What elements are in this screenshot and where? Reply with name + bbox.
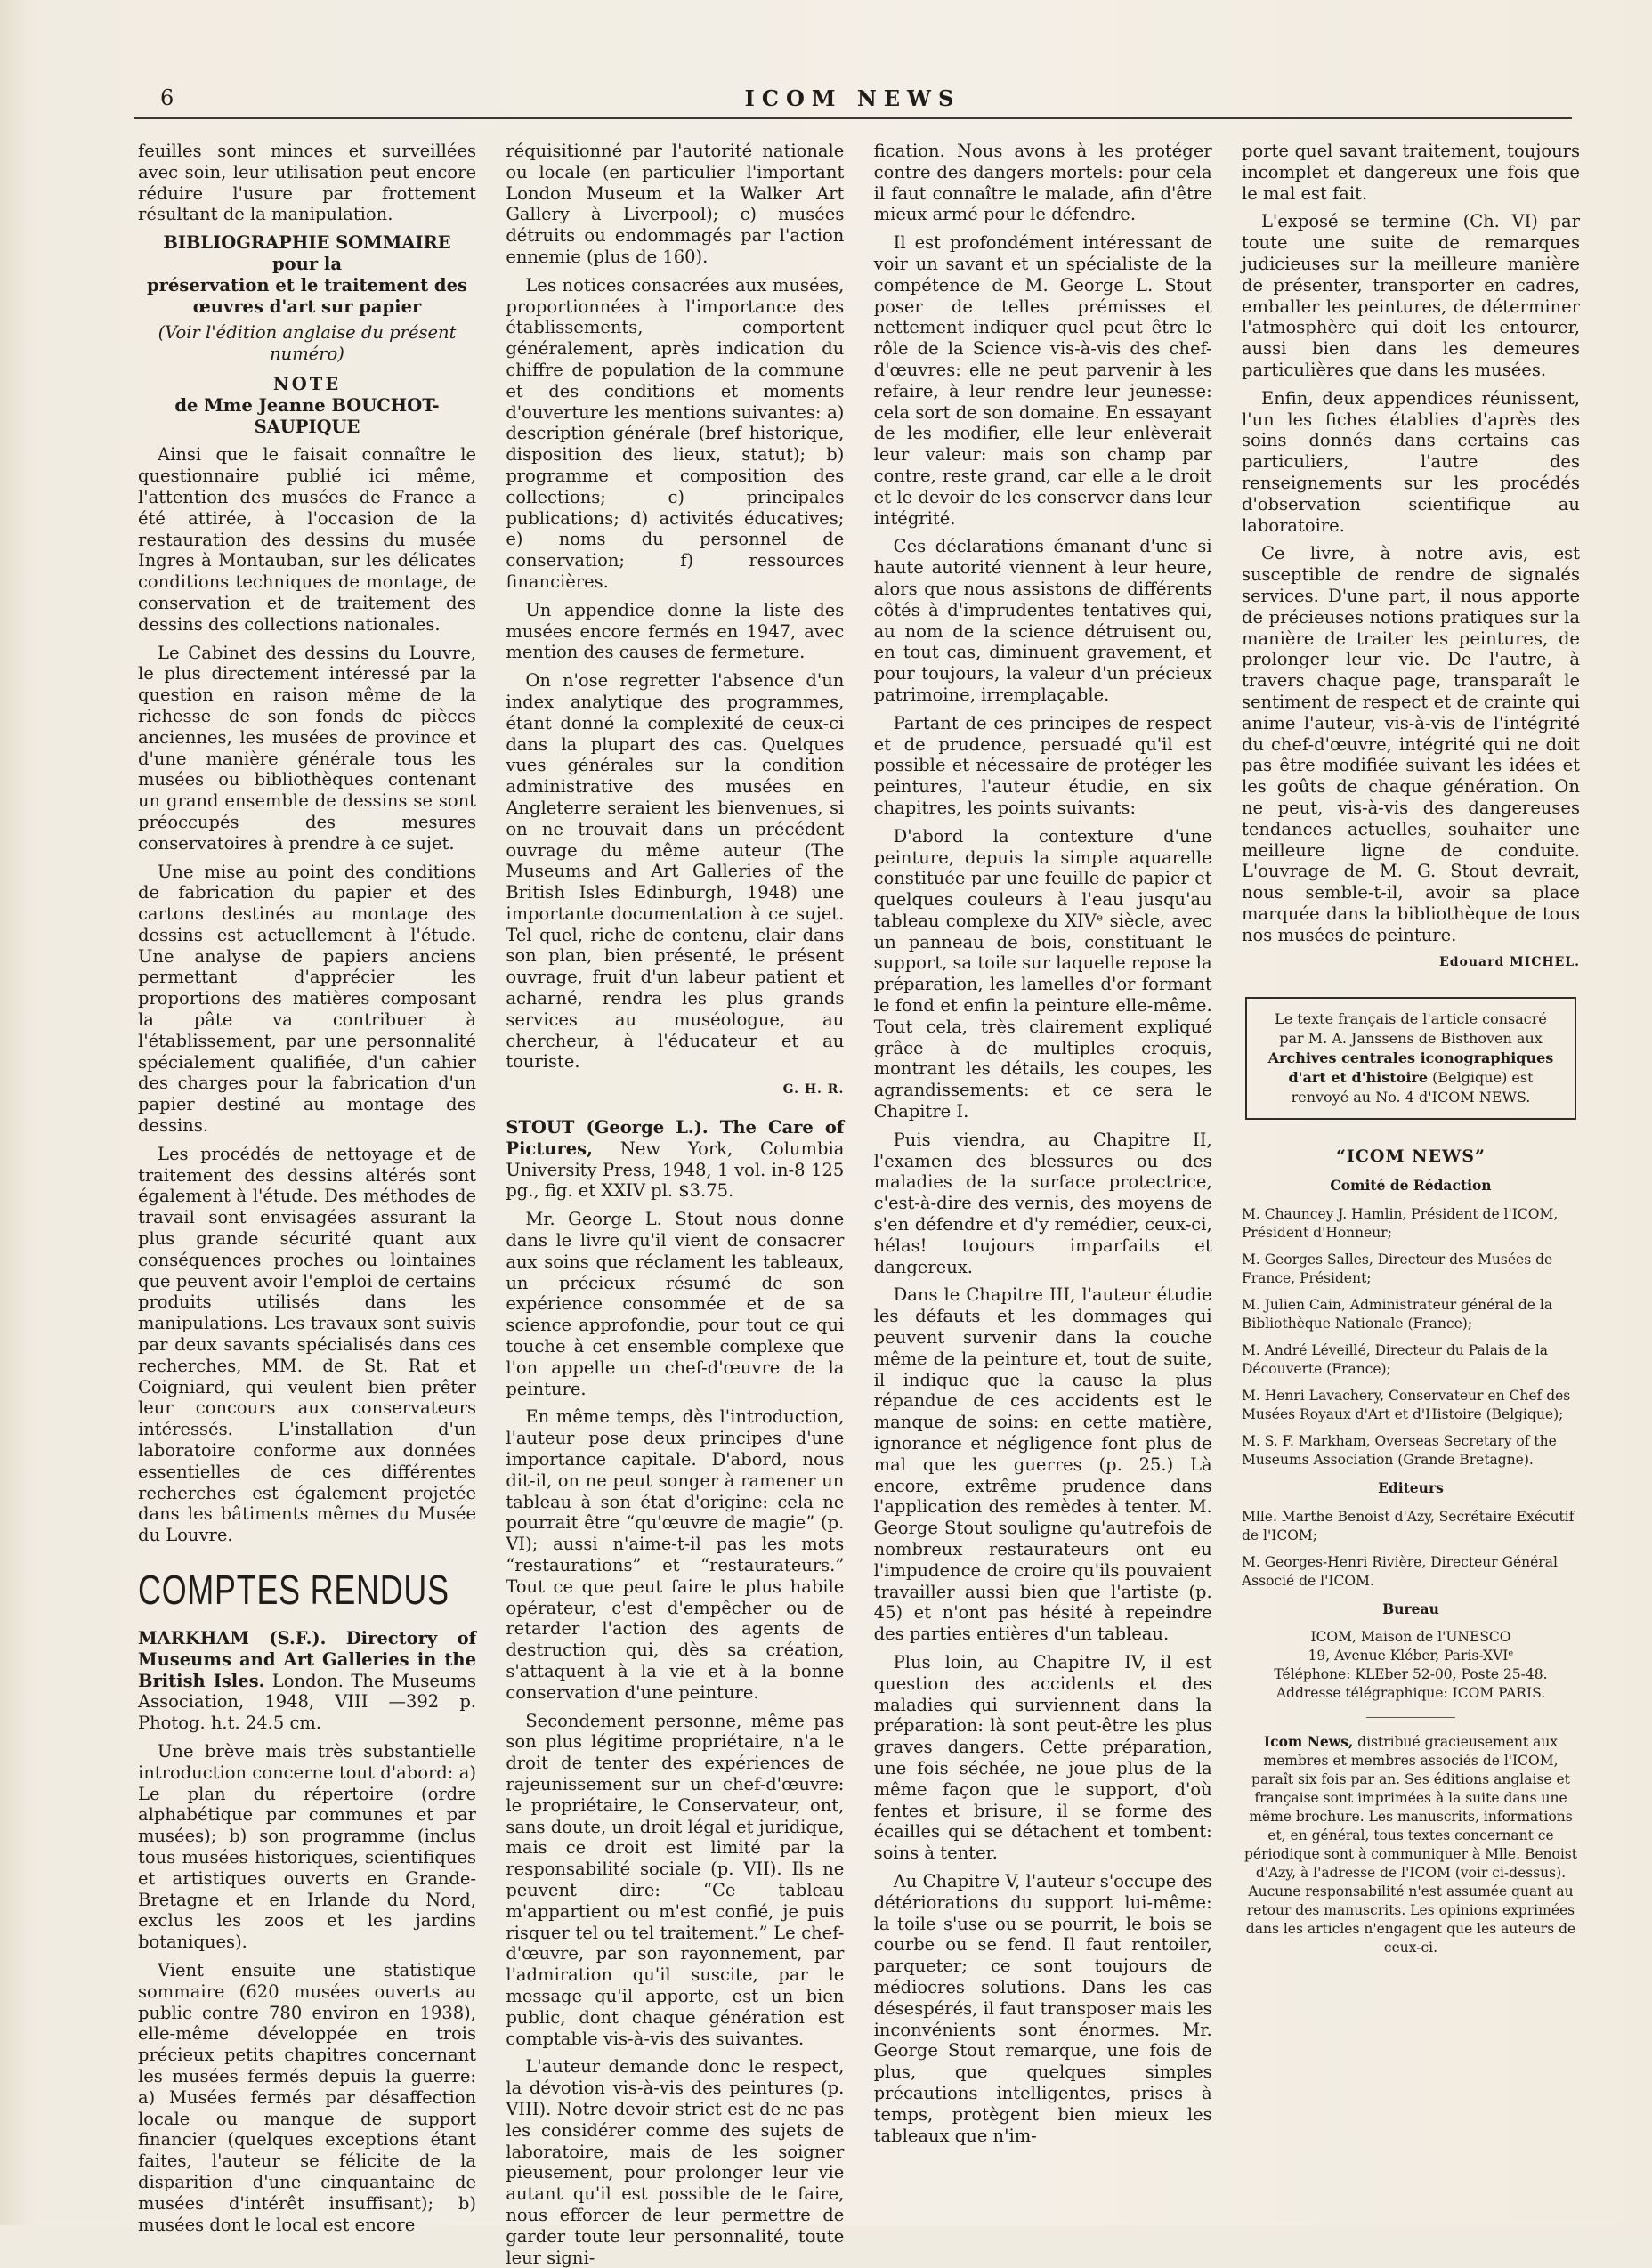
address-line: ICOM, Maison de l'UNESCO <box>1310 1629 1511 1646</box>
note-title: NOTE <box>272 373 342 394</box>
masthead-list <box>1242 1508 1580 1591</box>
column-1 <box>138 141 476 2235</box>
paragraph: Vient ensuite une statistique sommaire (620 musées ouverts au public contre 780 environ en 1938), elle-même développée en trois précieux petits chapitres concernant les musées fermés depuis la guerre: a) Musées fermés par désaffection locale ou manque de support financier (quelques exceptions étant faites, l'auteur se félicite de la disparition d'une cinquantaine de musées d'intérêt insuffisant); b) musées dont le local est encore <box>138 1959 476 2235</box>
review-publication: London. The Museums Association, 1948, VIII —392 p. Photog. h.t. 24.5 cm. <box>138 1670 476 1734</box>
paragraph: Mr. George L. Stout nous donne dans le livre qu'il vient de consacrer aux soins que réclament les tableaux, un précieux résumé de son expérience consommée et de sa science approfondie, pour tout ce qui touche à cet ensemble complexe que l'on appelle un chef-d'œuvre de la peinture. <box>506 1209 845 1399</box>
masthead-title: “ICOM NEWS” <box>1335 1146 1486 1167</box>
notice-text: (Belgique) est renvoyé au No. 4 d'ICOM NEWS. <box>1291 1069 1534 1106</box>
column-2 <box>506 141 845 2268</box>
notice-text: Le texte français de l'article consacré par M. A. Janssens de Bisthoven aux <box>1275 1010 1547 1048</box>
paragraph: Puis viendra, au Chapitre II, l'examen des blessures ou des maladies de la surface protectrice, c'est-à-dire des vernis, des moyens de s'en défendre et d'y remédier, ceux-ci, hélas! toujours imparfaits et dangereux. <box>873 1129 1212 1277</box>
masthead-entry: Mlle. Marthe Benoist d'Azy, Secrétaire Exécutif de l'ICOM; <box>1241 1508 1575 1543</box>
page-number: 6 <box>160 85 174 110</box>
paragraph: porte quel savant traitement, toujours incomplet et dangereux une fois que le mal est fait. <box>1241 141 1580 204</box>
paragraph: Le Cabinet des dessins du Louvre, le plus directement intéressé par la question en raison même de la richesse de son fonds de pièces anciennes, les musées de province et d'une manière générale tous les musées ou bibliothèques contenant un grand ensemble de dessins se sont préoccupés des mesures conservatoires à prendre à ce sujet. <box>138 642 476 854</box>
notice-text-bold: Archives centrales iconographiques d'art et d'histoire <box>1267 1049 1554 1087</box>
signature: G. H. R. <box>782 1082 845 1098</box>
masthead-section-comite: Comité de Rédaction <box>1330 1177 1492 1195</box>
bibliography-title: pour la <box>272 253 342 274</box>
masthead-entry: M. Julien Cain, Administrateur général de la Bibliothèque Nationale (France); <box>1241 1296 1553 1332</box>
paragraph: On n'ose regretter l'absence d'un index analytique des programmes, étant donné la complexité de ceux-ci dans la plupart des cas. Quelques vues générales sur la condition administrative des musées en Angleterre seraient les bienvenues, si on ne trouvait dans un précédent ouvrage du même auteur (The Museums and Art Galleries of the British Isles Edinburgh, 1948) une importante documentation à ce sujet. Tel quel, riche de contenu, clair dans son plan, bien présenté, le présent ouvrage, fruit d'un labeur patient et acharné, rendra les plus grands services au muséologue, au chercheur, à l'éducateur et au touriste. <box>506 670 845 1073</box>
paragraph: Plus loin, au Chapitre IV, il est question des accidents et des maladies qui surviennent dans la préparation: là sont peut-être les plus graves dangers. Cette préparation, une fois séchée, ne joue plus de la même façon que le support, d'où fentes et brisure, il se forme des écailles qui se détachent et tombent: soins à tenter. <box>873 1651 1212 1864</box>
review-title: MARKHAM (S.F.). Directory of Museums and Art Galleries in the British Isles. <box>138 1628 476 1691</box>
masthead-entry: M. André Léveillé, Directeur du Palais de la Découverte (France); <box>1241 1341 1549 1377</box>
address-line: Téléphone: KLEber 52-00, Poste 25-48. <box>1274 1666 1548 1683</box>
running-title: ICOM NEWS <box>744 85 961 111</box>
bureau-address <box>1242 1628 1580 1703</box>
paragraph: feuilles sont minces et surveillées avec soin, leur utilisation peut encore réduire l'usure par frottement résultant de la manipulation. <box>138 141 476 225</box>
bibliography-note: (Voir l'édition anglaise du présent numéro) <box>158 322 457 365</box>
signature: Edouard MICHEL. <box>1439 955 1580 970</box>
paragraph: Ainsi que le faisait connaître le questionnaire publié ici même, l'attention des musées de France a été attirée, à l'occasion de la restauration des dessins du musée Ingres à Montauban, sur les délicates conditions techniques de montage, de conservation et de traitement des dessins des collections nationales. <box>138 444 476 635</box>
paragraph: Ce livre, à notre avis, est susceptible de rendre de signalés services. D'une part, il nous apporte de précieuses notions pratiques sur la manière de traiter les peintures, de prolonger leur vie. De l'autre, à travers chaque page, transparaît le sentiment de respect et de crainte qui anime l'auteur, vis-à-vis de l'intégrité du chef-d'œuvre, intégrité qui ne doit pas être modifiée suivant les idées et les goûts de chaque génération. On ne peut, vis-à-vis des dangereuses tendances actuelles, souhaiter une meilleure ligne de conduite. L'ouvrage de M. G. Stout devrait, nous semble-t-il, avoir sa place marquée dans la bibliothèque de tous nos musées de peinture. <box>1241 543 1580 945</box>
review-citation <box>138 1628 476 1734</box>
article-columns <box>138 141 1580 2268</box>
publication-notice-text: distribué gracieusement aux membres et membres associés de l'ICOM, paraît six fois par an. Ses éditions anglaise et française sont imprimées à la suite dans une même brochure. Les manuscrits, informations et, en général, tous textes concernant ce périodique sont à communiquer à Mlle. Benoist d'Azy, à l'adresse de l'ICOM (voir ci-dessus). Aucune responsabilité n'est assumée quant au retour des manuscrits. Les opinions exprimées dans les articles n'engagent que les auteurs de ceux-ci. <box>1243 1734 1577 1956</box>
paragraph: Secondement personne, même pas son plus légitime propriétaire, n'a le droit de tenter des expériences de rajeunissement sur un chef-d'œuvre: le propriétaire, le Conservateur, ont, sans doute, un droit légal et juridique, mais ce droit est limité par la responsabilité sociale (p. VII). Ils ne peuvent dire: “Ce tableau m'appartient ou m'est confié, je puis risquer tel ou tel traitement.” Le chef-d'œuvre, par son rayonnement, par l'admiration qu'il suscite, par le message qu'il apporte, est un bien public, dont chaque génération est comptable vis-à-vis des suivantes. <box>506 1710 845 2049</box>
paragraph: L'exposé se termine (Ch. VI) par toute une suite de remarques judicieuses sur la meilleure manière de présenter, transporter en cadres, emballer les peintures, de déterminer l'atmosphère qui doit les entourer, aussi bien dans les demeures particulières que dans les musées. <box>1241 211 1580 380</box>
paragraph: réquisitionné par l'autorité nationale ou locale (en particulier l'important London Museum et la Walker Art Gallery à Liverpool); c) musées détruits ou endommagés par l'action ennemie (plus de 160). <box>506 141 845 267</box>
publication-name: Icom News, <box>1263 1733 1354 1751</box>
address-line: 19, Avenue Kléber, Paris-XVIᵉ <box>1308 1648 1514 1665</box>
publication-notice <box>1242 1732 1580 1957</box>
paragraph: Les notices consacrées aux musées, proportionnées à l'importance des établissements, comportent généralement, après indication du chiffre de population de la commune et des conditions et moments d'ouverture les mentions suivantes: a) description générale (bref historique, disposition des lieux, statut); b) programme et composition des collections; c) principales publications; d) activités éducatives; e) noms du personnel de conservation; f) ressources financières. <box>506 274 845 592</box>
divider <box>1366 1717 1455 1718</box>
paragraph: Ces déclarations émanant d'une si haute autorité viennent à leur heure, alors que nous assistons de différents côtés à d'imprudentes tentatives qui, au nom de la science détruisent ou, en tout cas, diminuent gravement, et pour toujours, la valeur d'un précieux patrimoine, irremplaçable. <box>873 536 1212 705</box>
masthead-section-editeurs: Editeurs <box>1378 1478 1444 1496</box>
paragraph: L'auteur demande donc le respect, la dévotion vis-à-vis des peintures (p. VIII). Notre devoir strict est de ne pas les considérer comme des sujets de laboratoire, mais de les soigner pieusement, pour prolonger leur vie autant qu'il est possible de le faire, nous efforcer de leur permettre de garder toute leur personnalité, toute leur signi- <box>506 2056 845 2268</box>
masthead-list <box>1242 1205 1580 1470</box>
masthead-section-bureau: Bureau <box>1382 1600 1439 1617</box>
masthead-entry: M. Henri Lavachery, Conservateur en Chef des Musées Royaux d'Art et d'Histoire (Belgique); <box>1241 1387 1571 1422</box>
note-author: de Mme Jeanne BOUCHOT-SAUPIQUE <box>174 394 440 437</box>
review-title: STOUT (George L.). The Care of Pictures, <box>506 1117 845 1159</box>
paragraph: Un appendice donne la liste des musées encore fermés en 1947, avec mention des causes de fermeture. <box>506 599 845 663</box>
paragraph: Enfin, deux appendices réunissent, l'un les fiches établies d'après des soins donnés dans certains cas particuliers, l'autre des renseignements sur les procédés d'observation scientifique au laboratoire. <box>1241 387 1580 536</box>
section-heading-comptes-rendus: COMPTES RENDUS <box>138 1567 449 1613</box>
paragraph: Une brève mais très substantielle introduction concerne tout d'abord: a) Le plan du répertoire (ordre alphabétique par communes et par musées); b) son programme (inclus tous musées historiques, scientifiques et artistiques ouverts en Grande-Bretagne et en Irlande du Nord, exclus les zoos et les jardins botaniques). <box>138 1740 476 1953</box>
paragraph: Une mise au point des conditions de fabrication du papier et des cartons destinés au montage des dessins est actuellement à l'étude. Une analyse de papiers anciens permettant d'apprécier les proportions des matières composant la pâte va contribuer à l'établissement, par une personnalité spécialement qualifiée, d'un cahier des charges pour la fabrication d'un papier destiné au montage des dessins. <box>138 861 476 1137</box>
bibliography-title: préservation et le traitement des œuvres d'art sur papier <box>147 274 467 317</box>
paragraph: Au Chapitre V, l'auteur s'occupe des détériorations du support lui-même: la toile s'use ou se pourrit, le bois se courbe ou se fend. Il faut rentoiler, parqueter; ce sont toujours de médiocres solutions. Dans les cas désespérés, il faut transposer mais les inconvénients sont énormes. Mr. George Stout remarque, une fois de plus, que quelques simples précautions intelligentes, prises à temps, protègent bien mieux les tableaux que n'im- <box>873 1870 1212 2146</box>
review-citation <box>506 1117 844 1202</box>
review-publication: New York, Columbia University Press, 1948, 1 vol. in-8 125 pg., fig. et XXIV pl. $3.75. <box>506 1138 845 1202</box>
column-3 <box>874 141 1212 2188</box>
paragraph: Les procédés de nettoyage et de traitement des dessins altérés sont également à l'étude. Des méthodes de travail sont envisagées assurant la plus grande sécurité quant aux conséquences proches ou lointaines que peuvent avoir l'emploi de certains produits utilisés dans les manipulations. Les travaux sont suivis par deux savants spécialisés dans ces recherches, MM. de St. Rat et Coigniard, qui veulent bien prêter leur concours aux conservateurs intéressés. L'installation d'un laboratoire conforme aux données essentielles de ces différentes recherches est également projetée dans les bâtiments mêmes du Musée du Louvre. <box>138 1143 476 1546</box>
paragraph: D'abord la contexture d'une peinture, depuis la simple aquarelle constituée par une feuille de papier et quelques couleurs à l'eau jusqu'au tableau complexe du XIVᵉ siècle, avec un panneau de bois, constituant le support, sa toile sur laquelle repose la préparation, les lamelles d'or formant le fond et enfin la peinture elle-même. Tout cela, très clairement expliqué grâce à de multiples croquis, montrant les détails, les coupes, les agrandissements: et ce sera le Chapitre I. <box>873 825 1212 1122</box>
paragraph: Il est profondément intéressant de voir un savant et un spécialiste de la compétence de M. George L. Stout poser de telles prémisses et nettement indiquer quel peut être le rôle de la Science vis-à-vis des chef-d'œuvres: elle ne peut parvenir à les refaire, à leur rendre leur jeunesse: cela sort de son domaine. En essayant de les modifier, elle leur enlèverait leur valeur: mais son champ par contre, reste grand, car elle a le droit et le devoir de les conserver dans leur intégrité. <box>873 232 1212 529</box>
masthead-entry: M. Georges-Henri Rivière, Directeur Général Associé de l'ICOM. <box>1241 1553 1558 1589</box>
paragraph: Dans le Chapitre III, l'auteur étudie les défauts et les dommages qui peuvent survenir dans la couche même de la peinture et, tout de suite, il indique que la cause la plus répandue de ces accidents est le manque de soins: en cette matière, ignorance et négligence font plus de mal que les guerres (p. 25.) Là encore, extrême prudence dans l'application des remèdes à tenter. M. George Stout souligne qu'autrefois de nombreux restaurateurs ont eu l'impudence de croire qu'ils pouvaient travailler aussi bien que l'artiste (p. 45) et n'ont pas hésité à repeindre des parties entières d'un tableau. <box>873 1284 1212 1645</box>
masthead-entry: M. Georges Salles, Directeur des Musées de France, Président; <box>1241 1251 1553 1286</box>
bibliography-title: BIBLIOGRAPHIE SOMMAIRE <box>163 232 451 254</box>
paragraph: En même temps, dès l'introduction, l'auteur pose deux principes d'une importance capitale. D'abord, nous dit-il, on ne peut songer à ramener un tableau à son état d'origine: cela ne pourrait être “qu'œuvre de magie” (p. VI); aussi n'aime-t-il pas les mots “restaurations” et “restaurateurs.” Tout ce que peut faire le plus habile opérateur, c'est d'empêcher ou de retarder l'action des agents de destruction qui, dès sa création, s'attaquent à la vie et à la bonne conservation d'une peinture. <box>506 1406 845 1703</box>
address-line: Addresse télégraphique: ICOM PARIS. <box>1275 1685 1546 1702</box>
paragraph: fication. Nous avons à les protéger contre des dangers mortels: pour cela il faut connaître le malade, afin d'être mieux armé pour le défendre. <box>873 141 1212 225</box>
paragraph: Partant de ces principes de respect et de prudence, persuadé qu'il est possible et nécessaire de protéger les peintures, l'auteur étudie, en six chapitres, les points suivants: <box>873 712 1212 818</box>
masthead-entry: M. S. F. Markham, Overseas Secretary of the Museums Association (Grande Bretagne). <box>1241 1432 1557 1468</box>
masthead-entry: M. Chauncey J. Hamlin, Président de l'ICOM, Président d'Honneur; <box>1241 1205 1559 1241</box>
notice-box <box>1245 997 1576 1120</box>
page-header <box>134 82 1572 119</box>
column-4 <box>1242 141 1580 2188</box>
